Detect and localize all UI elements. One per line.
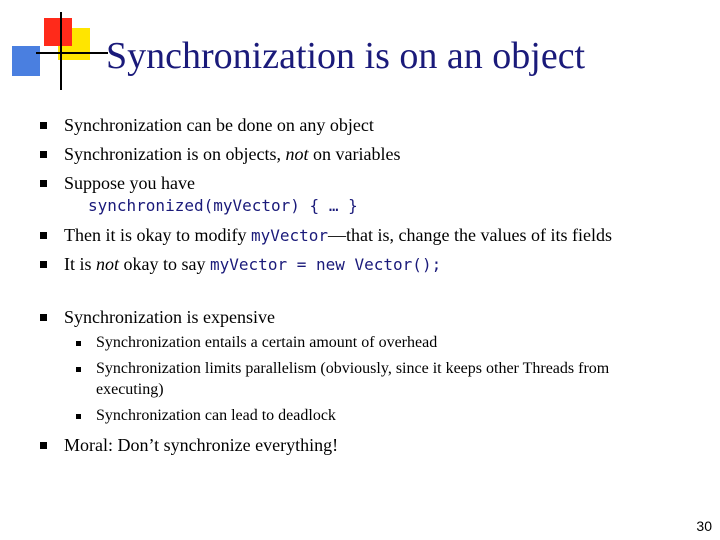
- bullet-text: [64, 253, 441, 276]
- logo-icon: [0, 0, 110, 100]
- bullet-square-icon: [40, 180, 47, 187]
- page-number: 30: [696, 518, 712, 534]
- bullet-square-icon: [40, 442, 47, 449]
- bullet-text-5-mid: okay to say: [119, 254, 211, 274]
- emphasis-not: not: [285, 144, 309, 164]
- bullet-square-icon: [40, 232, 47, 239]
- sub-bullet-text: Synchronization limits parallelism (obviously, since it keeps other Threads from: [96, 360, 610, 377]
- bullet-text-7: Moral: Don’t synchronize everything!: [64, 435, 339, 455]
- bullet-text-2-end: on variables: [308, 144, 401, 164]
- bullet-text: [64, 434, 338, 456]
- sub-bullet-text: Synchronization can lead to deadlock: [96, 407, 336, 424]
- logo-horizontal-line: [36, 52, 108, 54]
- bullet-square-icon: [40, 151, 47, 158]
- bullet-text-6: Synchronization is expensive: [64, 307, 275, 327]
- bullet-text: [64, 143, 400, 165]
- slide-title: Synchronization is on an object: [106, 35, 586, 77]
- bullet-text: [64, 306, 275, 328]
- bullet-text-1: Synchronization can be done on any object: [64, 115, 374, 135]
- logo-vertical-line: [60, 12, 62, 90]
- inline-code: myVector = new Vector();: [210, 255, 442, 274]
- bullet-text-5: It is: [64, 254, 97, 274]
- bullet-square-icon: [40, 314, 47, 321]
- bullet-text-4: Then it is okay to modify: [64, 225, 251, 245]
- bullet-text-4-end: —that is, change the values of its fields: [328, 225, 612, 245]
- bullet-text: [64, 224, 612, 247]
- sub-bullet-square-icon: [76, 341, 81, 346]
- sub-bullet-square-icon: [76, 414, 81, 419]
- bullet-square-icon: [40, 261, 47, 268]
- logo-blue-square: [12, 46, 40, 76]
- code-snippet: synchronized(myVector) { … }: [88, 196, 358, 215]
- bullet-text-2: Synchronization is on objects,: [64, 144, 286, 164]
- inline-code: myVector: [250, 226, 329, 245]
- logo-red-square: [44, 18, 72, 46]
- bullet-square-icon: [40, 122, 47, 129]
- sub-bullet-text: Synchronization entails a certain amount of overhead: [96, 334, 438, 351]
- emphasis-not: not: [96, 254, 120, 274]
- sub-bullet-text-continued: executing): [96, 381, 164, 398]
- bullet-text: [64, 114, 374, 136]
- bullet-text: [64, 172, 195, 194]
- sub-bullet-square-icon: [76, 367, 81, 372]
- bullet-text-3: Suppose you have: [64, 173, 195, 193]
